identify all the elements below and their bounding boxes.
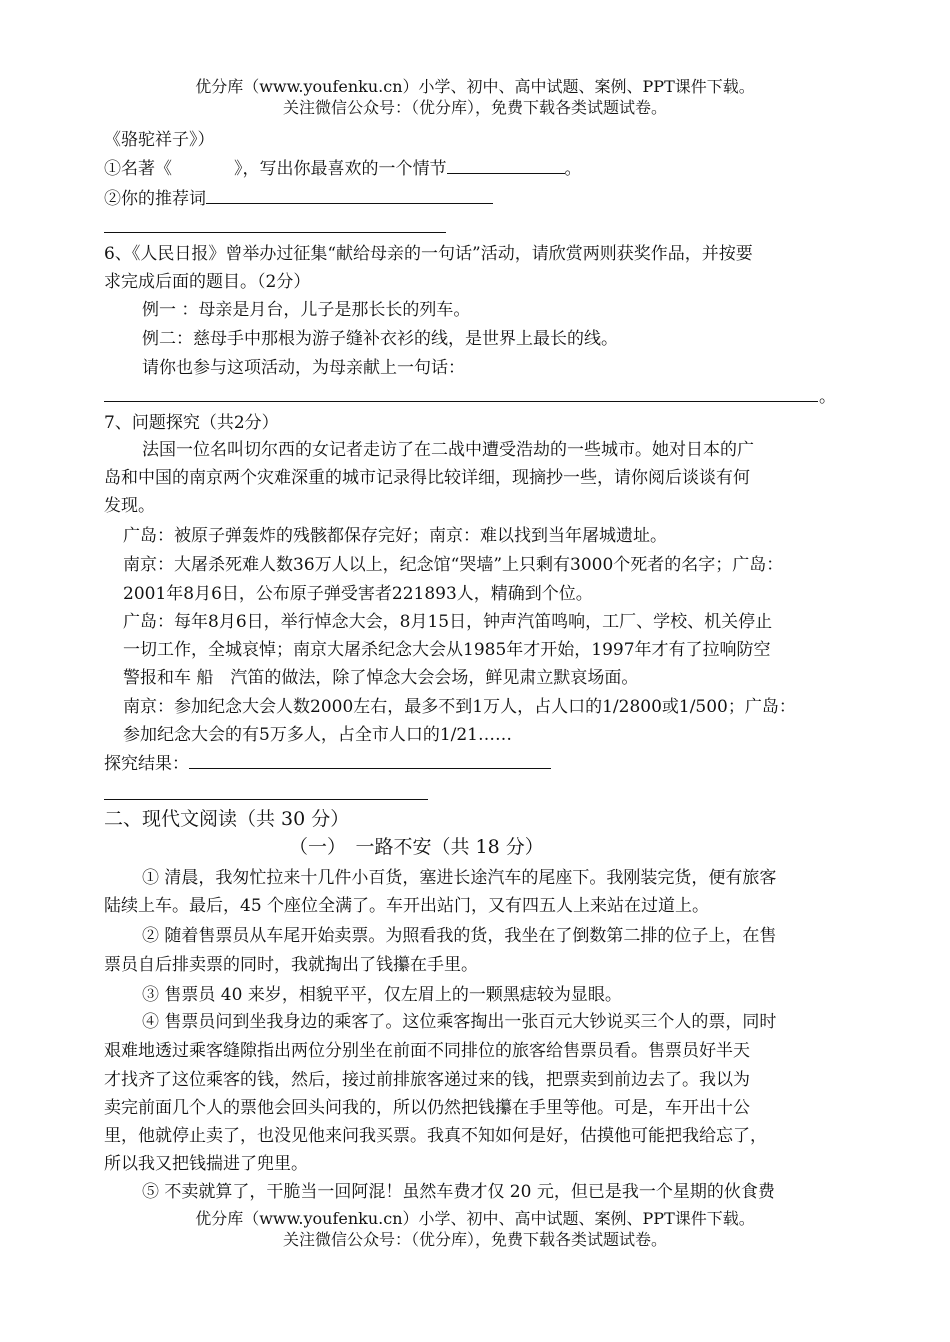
- q7-result-label: 探究结果：: [104, 754, 189, 774]
- reading-line-10: 里，他就停止卖了，也没见他来问我买票。我真不知如何是好，估摸他可能把我给忘了，: [104, 1126, 767, 1146]
- reading-line-7: 艰难地透过乘客缝隙指出两位分别坐在前面不同排位的旅客给售票员看。售票员好半天: [104, 1041, 750, 1061]
- q6-answer-line[interactable]: [104, 401, 818, 402]
- reading-line-1: ① 清晨，我匆忙拉来十几件小百货，塞进长途汽车的尾座下。我刚装完货，便有旅客: [142, 868, 777, 888]
- q7-record-4: 广岛：每年8月6日，举行悼念大会，8月15日，钟声汽笛鸣响，工厂、学校、机关停止: [123, 612, 773, 632]
- reading-line-4: 票员自后排卖票的同时，我就掏出了钱攥在手里。: [104, 955, 478, 975]
- q6-example-2: 例二：慈母手中那根为游子缝补衣衫的线，是世界上最长的线。: [142, 329, 618, 349]
- reading-line-6: ④ 售票员问到坐我身边的乘客了。这位乘客掏出一张百元大钞说买三个人的票，同时: [142, 1012, 777, 1032]
- result-blank[interactable]: [189, 752, 551, 769]
- reading-line-11: 所以我又把钱揣进了兜里。: [104, 1154, 308, 1174]
- q7-record-3: 2001年8月6日，公布原子弹受害者221893人，精确到个位。: [123, 584, 593, 604]
- header-line-2: 关注微信公众号：（优分库），免费下载各类试题试卷。: [282, 98, 667, 117]
- reading-line-2: 陆续上车。最后，45 个座位全满了。车开出站门，又有四五人上来站在过道上。: [104, 896, 710, 916]
- q6-line-1: 6、《人民日报》曾举办过征集“献给母亲的一句话”活动，请欣赏两则获奖作品，并按要: [104, 244, 753, 264]
- header-line-1: 优分库（www.youfenku.cn）小学、初中、高中试题、案例、PPT课件下载。: [195, 77, 755, 96]
- q5-item2-label: ②你的推荐词: [104, 189, 206, 209]
- book-name-blank[interactable]: [172, 158, 234, 174]
- q5-item1-prefix: ①名著《: [104, 159, 172, 179]
- q7-result: [104, 752, 551, 776]
- q7-record-7: 南京：参加纪念大会人数2000左右，最多不到1万人，占人口的1/2800或1/500；广岛：: [123, 697, 796, 717]
- q5-item1-end: 。: [564, 159, 582, 179]
- q7-para-2: 岛和中国的南京两个灾难深重的城市记录得比较详细，现摘抄一些，请你阅后谈谈有何: [104, 468, 750, 488]
- q5-item-1: [104, 157, 582, 181]
- reading-line-3: ② 随着售票员从车尾开始卖票。为照看我的货，我坐在了倒数第二排的位子上，在售: [142, 926, 777, 946]
- q5-item-2: [104, 187, 493, 211]
- page-header: [0, 76, 950, 118]
- reading-line-12: ⑤ 不卖就算了，干脆当一回阿混！虽然车费才仅 20 元，但已是我一个星期的伙食费: [142, 1182, 775, 1202]
- reading-line-8: 才找齐了这位乘客的钱，然后，接过前排旅客递过来的钱，把票卖到前边去了。我以为: [104, 1070, 750, 1090]
- q7-record-5: 一切工作，全城哀悼；南京大屠杀纪念大会从1985年才开始，1997年才有了拉响防空: [123, 640, 771, 660]
- reading-line-5: ③ 售票员 40 来岁，相貌平平，仅左眉上的一颗黑痣较为显眼。: [142, 985, 622, 1005]
- result-answer-line[interactable]: [104, 799, 428, 800]
- footer-line-2: 关注微信公众号：（优分库），免费下载各类试题试卷。: [282, 1230, 667, 1249]
- section-2-subtitle: （一） 一路不安（共 18 分）: [289, 836, 544, 858]
- plot-blank[interactable]: [447, 157, 565, 174]
- footer-line-1: 优分库（www.youfenku.cn）小学、初中、高中试题、案例、PPT课件下载。: [195, 1209, 755, 1228]
- page-footer: [0, 1208, 950, 1250]
- answer-line[interactable]: [104, 232, 446, 233]
- q6-example-1: 例一 ：母亲是月台，儿子是那长长的列车。: [142, 300, 471, 320]
- q7-record-8: 参加纪念大会的有5万多人，占全市人口的1/21……: [123, 725, 512, 745]
- q6-end-mark: 。: [819, 387, 836, 407]
- q6-prompt: 请你也参与这项活动，为母亲献上一句话：: [142, 358, 465, 378]
- q7-record-2: 南京：大屠杀死难人数36万人以上，纪念馆“哭墙”上只剩有3000个死者的名字；广岛：: [123, 555, 784, 575]
- q7-title: 7、问题探究（共2分）: [104, 413, 279, 433]
- q7-para-3: 发现。: [104, 496, 155, 516]
- q5-book: 《骆驼祥子》）: [104, 130, 215, 150]
- reading-line-9: 卖完前面几个人的票他会回头问我的，所以仍然把钱攥在手里等他。可是，车开出十公: [104, 1098, 750, 1118]
- recommend-blank[interactable]: [206, 187, 493, 204]
- q5-item1-mid: 》，写出你最喜欢的一个情节: [234, 159, 447, 179]
- section-2-title: 二、现代文阅读（共 30 分）: [104, 808, 350, 830]
- q7-record-1: 广岛：被原子弹轰炸的残骸都保存完好；南京：难以找到当年屠城遗址。: [123, 526, 667, 546]
- q7-para-1: 法国一位名叫切尔西的女记者走访了在二战中遭受浩劫的一些城市。她对日本的广: [142, 440, 754, 460]
- q7-record-6: 警报和车 船 汽笛的做法，除了悼念大会会场，鲜见肃立默哀场面。: [123, 668, 639, 688]
- q6-line-2: 求完成后面的题目。（2分）: [104, 272, 311, 292]
